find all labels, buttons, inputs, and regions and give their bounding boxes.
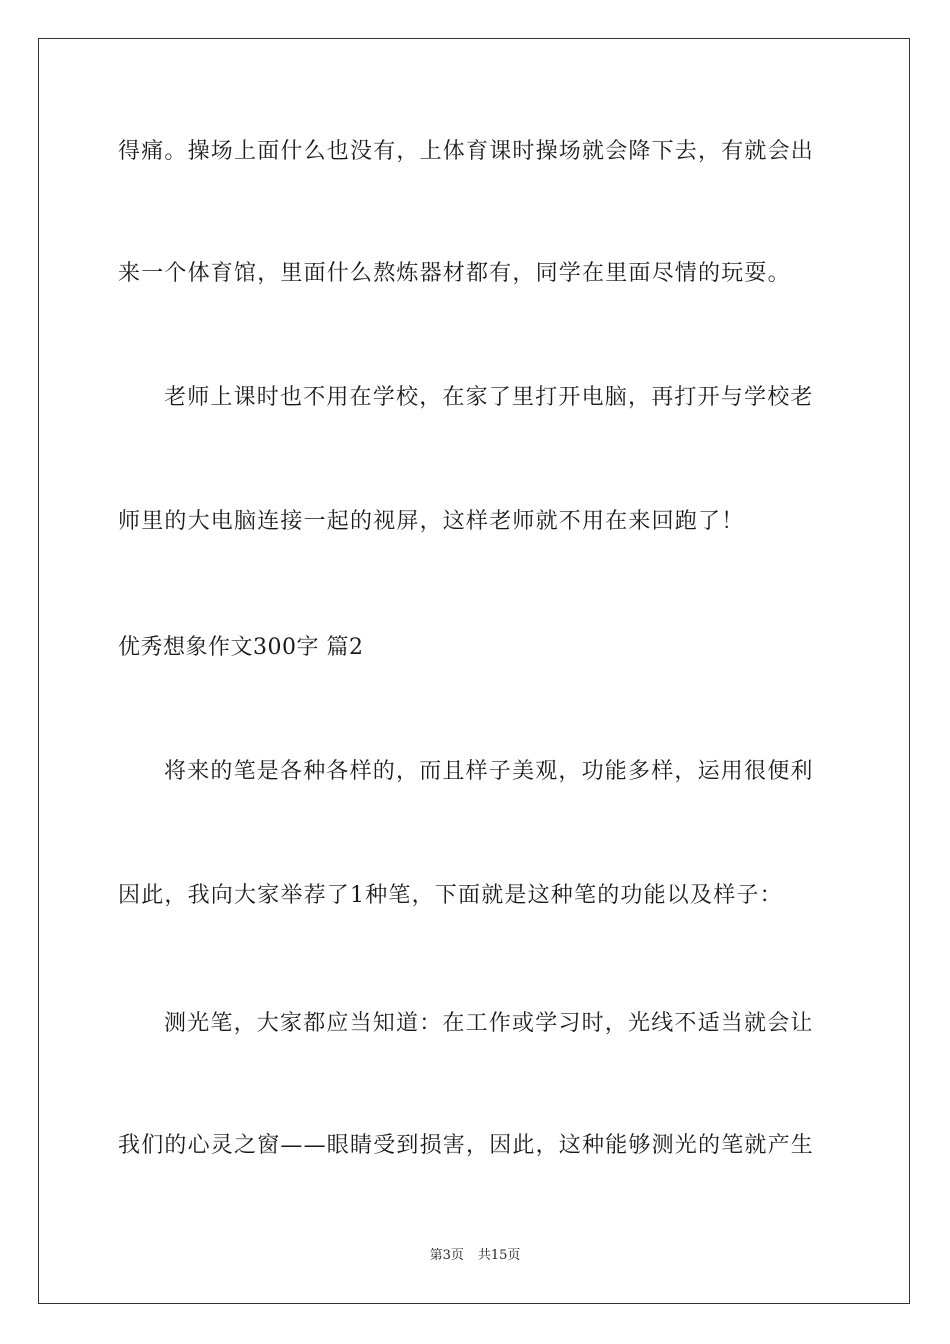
page-total: 共15页	[477, 1248, 521, 1263]
paragraph-start-line: 测光笔，大家都应当知道：在工作或学习时，光线不适当就会让	[164, 1011, 814, 1036]
text-line: 因此，我向大家举荐了1种笔，下面就是这种笔的功能以及样子：	[118, 883, 783, 908]
text-line: 师里的大电脑连接一起的视屏，这样老师就不用在来回跑了！	[118, 509, 745, 534]
paragraph-start-line: 老师上课时也不用在学校，在家了里打开电脑，再打开与学校老	[164, 385, 814, 410]
page-border	[38, 38, 910, 1304]
page-number: 第3页	[429, 1248, 464, 1263]
paragraph-start-line: 将来的笔是各种各样的，而且样子美观，功能多样，运用很便利	[164, 759, 814, 784]
text-line: 我们的心灵之窗——眼睛受到损害，因此，这种能够测光的笔就产生	[118, 1133, 815, 1158]
page-footer	[0, 1247, 950, 1265]
text-line: 来一个体育馆，里面什么熬炼器材都有，同学在里面尽情的玩耍。	[118, 261, 791, 286]
section-heading: 优秀想象作文300字 篇2	[118, 635, 364, 660]
text-line: 得痛。操场上面什么也没有，上体育课时操场就会降下去，有就会出	[118, 139, 815, 164]
